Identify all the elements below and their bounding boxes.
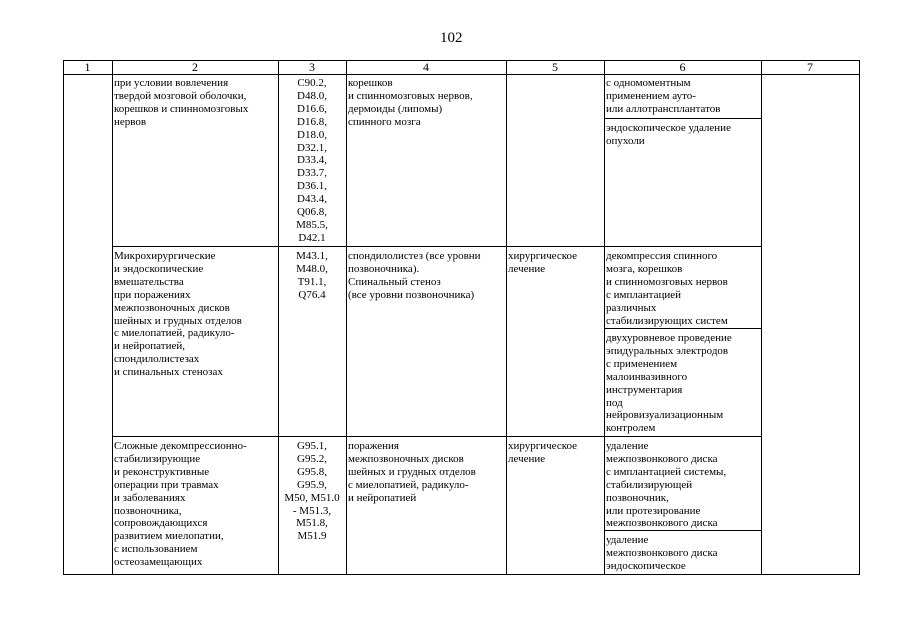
row2-method-b: двухуровневое проведение эпидуральных электродов с применением малоинвазивного инструментария под нейровизуализационным контролем: [606, 332, 732, 435]
row2-condition: Микрохирургические и эндоскопические вмешательства при поражениях межпозвоночных дисков шейных и грудных отделов с миелопатией, радикуло- и нейропатией, спондилолистезах и спинальных стенозах: [114, 250, 242, 379]
row1-method-b: эндоскопическое удаление опухоли: [606, 122, 731, 147]
column-header-6: 6: [679, 60, 686, 74]
row1-method-a: с одномоментным применением ауто- или аллотрансплантатов: [606, 77, 721, 115]
row2-icd-codes: M43.1, M48.0, T91.1, Q76.4: [296, 250, 328, 301]
row3-icd-codes: G95.1, G95.2, G95.8, G95.9, M50, M51.0 - M51.3, M51.8, M51.9: [284, 440, 340, 543]
medical-procedures-table: [63, 60, 860, 575]
row3-method-a: удаление межпозвонкового диска с имплантацией системы, стабилизирующей позвоночник, или протезирование межпозвонкового диска: [606, 440, 727, 530]
column-header-4: 4: [423, 60, 429, 74]
row1-condition: при условии вовлечения твердой мозговой оболочки, корешков и спинномозговых нервов: [114, 77, 249, 128]
row1-model-patient: корешков и спинномозговых нервов, дермоиды (липомы) спинного мозга: [348, 77, 473, 128]
column-header-1: 1: [84, 60, 91, 74]
row2-treatment-type: хирургическое лечение: [508, 250, 578, 275]
column-header-2: 2: [192, 60, 198, 74]
row3-model-patient: поражения межпозвоночных дисков шейных и грудных отделов с миелопатией, радикуло- и нейропатией: [348, 440, 476, 504]
row3-method-b: удаление межпозвонкового диска эндоскопическое: [606, 534, 718, 572]
row1-icd-codes: C90.2, D48.0, D16.6, D16.8, D18.0, D32.1, D33.4, D33.7, D36.1, D43.4, Q06.8, M85.5, D42.1: [296, 77, 328, 244]
column-header-7: 7: [807, 60, 813, 74]
row2-method-a: декомпрессия спинного мозга, корешков и спинномозговых нервов с имплантацией различных стабилизирующих систем: [606, 250, 728, 327]
column-header-3: 3: [309, 60, 315, 74]
row3-condition: Сложные декомпрессионно- стабилизирующие и реконструктивные операции при травмах и заболеваниях позвоночника, сопровождающихся развитием миелопатии, с использованием остеозамещающих: [114, 440, 247, 569]
row3-treatment-type: хирургическое лечение: [508, 440, 578, 465]
page-number: 102: [440, 30, 463, 46]
column-header-5: 5: [552, 60, 558, 74]
row2-model-patient: спондилолистез (все уровни позвоночника). Спинальный стеноз (все уровни позвоночника): [348, 250, 481, 301]
